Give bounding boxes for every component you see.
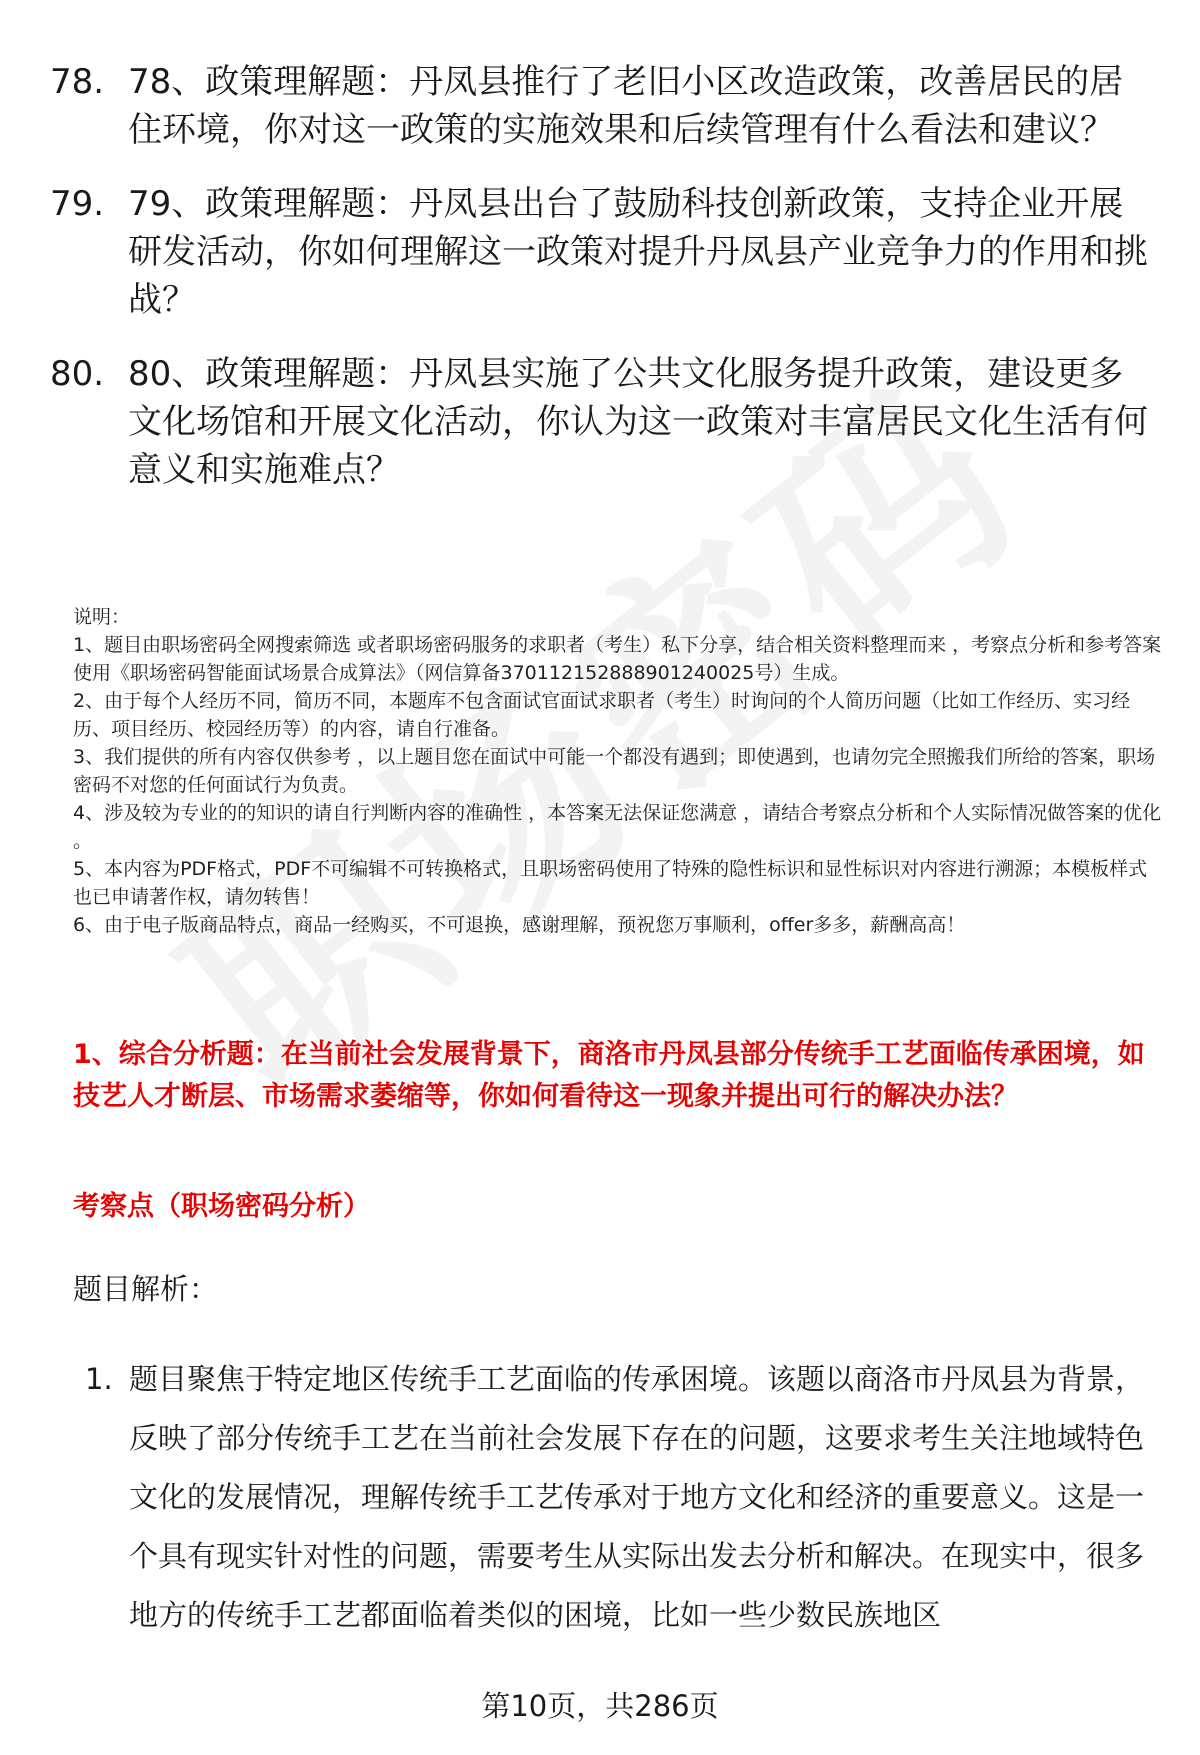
question-number: 79. bbox=[50, 184, 105, 224]
analysis-item bbox=[85, 1350, 1160, 1645]
note-item: 4、涉及较为专业的的知识的请自行判断内容的准确性 ，本答案无法保证您满意 ，请结合考察点分析和个人实际情况做答案的优化 。 bbox=[73, 802, 1162, 852]
list-item bbox=[50, 58, 1150, 154]
note-item: 3、我们提供的所有内容仅供参考 ，以上题目您在面试中可能一个都没有遇到；即使遇到，也请勿完全照搬我们所给的答案，职场密码不对您的任何面试行为负责。 bbox=[73, 746, 1156, 796]
section-heading: 考察点（职场密码分析） bbox=[73, 1191, 370, 1222]
note-item: 2、由于每个人经历不同，简历不同，本题库不包含面试官面试求职者（考生）时询问的个人简历问题（比如工作经历、实习经历、项目经历、校园经历等）的内容，请自行准备。 bbox=[73, 690, 1131, 740]
question-text: 80、政策理解题：丹凤县实施了公共文化服务提升政策，建设更多文化场馆和开展文化活动，你认为这一政策对丰富居民文化生活有何意义和实施难点？ bbox=[128, 354, 1148, 490]
analysis-text: 题目聚焦于特定地区传统手工艺面临的传承困境。该题以商洛市丹凤县为背景，反映了部分传统手工艺在当前社会发展下存在的问题，这要求考生关注地域特色文化的发展情况，理解传统手工艺传承对于地方文化和经济的重要意义。这是一个具有现实针对性的问题，需要考生从实际出发去分析和解决。在现实中，很多地方的传统手工艺都面临着类似的困境，比如一些少数民族地区 bbox=[129, 1362, 1145, 1632]
note-item: 1、题目由职场密码全网搜索筛选 或者职场密码服务的求职者（考生）私下分享，结合相关资料整理而来 ，考察点分析和参考答案使用《职场密码智能面试场景合成算法》（网信算备370112152888901240025号）生成。 bbox=[73, 634, 1162, 684]
note-item: 5、本内容为PDF格式，PDF不可编辑不可转换格式，且职场密码使用了特殊的隐性标识和显性标识对内容进行溯源；本模板样式也已申请著作权，请勿转售！ bbox=[73, 858, 1148, 908]
question-number: 78. bbox=[50, 62, 105, 102]
note-item: 6、由于电子版商品特点，商品一经购买，不可退换，感谢理解，预祝您万事顺利，offer多多，薪酬高高！ bbox=[73, 914, 966, 936]
list-item bbox=[50, 350, 1150, 494]
question-number: 80. bbox=[50, 354, 105, 394]
page-footer: 第10页，共286页 bbox=[481, 1689, 719, 1723]
notes-section bbox=[73, 603, 1163, 939]
list-item bbox=[50, 180, 1150, 324]
question-list bbox=[50, 58, 1150, 520]
question-text: 79、政策理解题：丹凤县出台了鼓励科技创新政策，支持企业开展研发活动，你如何理解这一政策对提升丹凤县产业竞争力的作用和挑战？ bbox=[128, 184, 1148, 320]
notes-title: 说明： bbox=[73, 606, 131, 628]
analysis-number: 1. bbox=[85, 1362, 113, 1396]
question-text: 78、政策理解题：丹凤县推行了老旧小区改造政策，改善居民的居住环境，你对这一政策的实施效果和后续管理有什么看法和建议？ bbox=[128, 62, 1124, 150]
sub-heading: 题目解析： bbox=[73, 1272, 219, 1306]
main-question: 1、综合分析题：在当前社会发展背景下，商洛市丹凤县部分传统手工艺面临传承困境，如技艺人才断层、市场需求萎缩等，你如何看待这一现象并提出可行的解决办法？ bbox=[73, 1039, 1145, 1112]
